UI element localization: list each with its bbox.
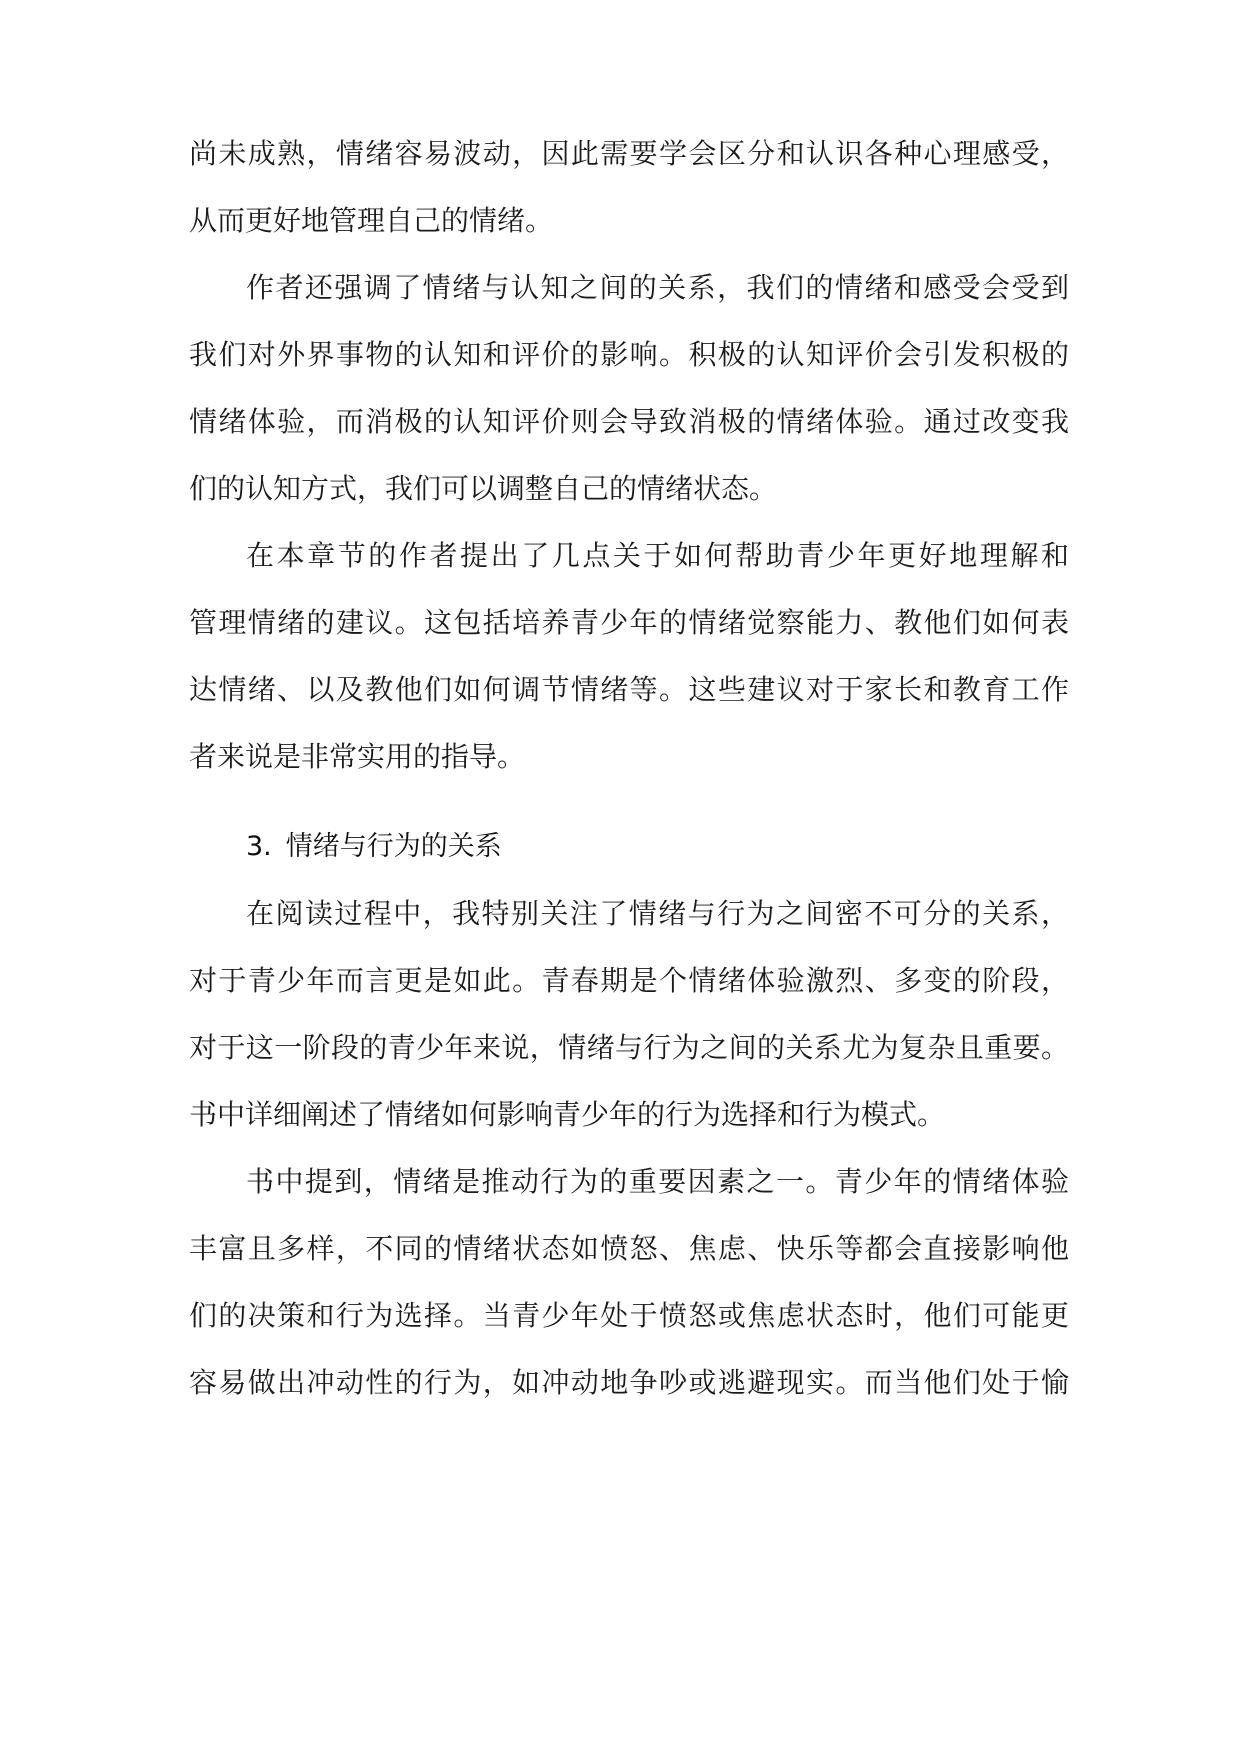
paragraph-line: 们的认知方式，我们可以调整自己的情绪状态。 bbox=[189, 472, 778, 505]
paragraph-line: 者来说是非常实用的指导。 bbox=[189, 740, 526, 773]
paragraph-line: 丰富且多样，不同的情绪状态如愤怒、焦虑、快乐等都会直接影响他 bbox=[189, 1232, 1069, 1265]
section-number: 3. bbox=[246, 831, 272, 862]
paragraph-line: 我们对外界事物的认知和评价的影响。积极的认知评价会引发积极的 bbox=[189, 338, 1069, 371]
paragraph-line: 情绪体验，而消极的认知评价则会导致消极的情绪体验。通过改变我 bbox=[189, 405, 1069, 438]
paragraph-line: 从而更好地管理自己的情绪。 bbox=[189, 204, 554, 237]
paragraph-line: 容易做出冲动性的行为，如冲动地争吵或逃避现实。而当他们处于愉 bbox=[189, 1366, 1069, 1399]
paragraph-line: 对于这一阶段的青少年来说，情绪与行为之间的关系尤为复杂且重要。 bbox=[189, 1031, 1069, 1064]
paragraph-line: 对于青少年而言更是如此。青春期是个情绪体验激烈、多变的阶段， bbox=[189, 964, 1069, 997]
section-heading bbox=[246, 827, 502, 867]
paragraph-line: 书中提到，情绪是推动行为的重要因素之一。青少年的情绪体验 bbox=[246, 1165, 1069, 1198]
paragraph-line: 达情绪、以及教他们如何调节情绪等。这些建议对于家长和教育工作 bbox=[189, 673, 1069, 706]
paragraph-line: 们的决策和行为选择。当青少年处于愤怒或焦虑状态时，他们可能更 bbox=[189, 1299, 1069, 1332]
paragraph-line: 尚未成熟，情绪容易波动，因此需要学会区分和认识各种心理感受， bbox=[189, 137, 1069, 170]
section-title: 情绪与行为的关系 bbox=[285, 831, 502, 862]
paragraph-line: 作者还强调了情绪与认知之间的关系，我们的情绪和感受会受到 bbox=[246, 271, 1069, 304]
paragraph-line: 在本章节的作者提出了几点关于如何帮助青少年更好地理解和 bbox=[246, 539, 1069, 572]
paragraph-line: 书中详细阐述了情绪如何影响青少年的行为选择和行为模式。 bbox=[189, 1098, 946, 1131]
paragraph-line: 在阅读过程中，我特别关注了情绪与行为之间密不可分的关系， bbox=[246, 897, 1069, 930]
paragraph-line: 管理情绪的建议。这包括培养青少年的情绪觉察能力、教他们如何表 bbox=[189, 606, 1069, 639]
